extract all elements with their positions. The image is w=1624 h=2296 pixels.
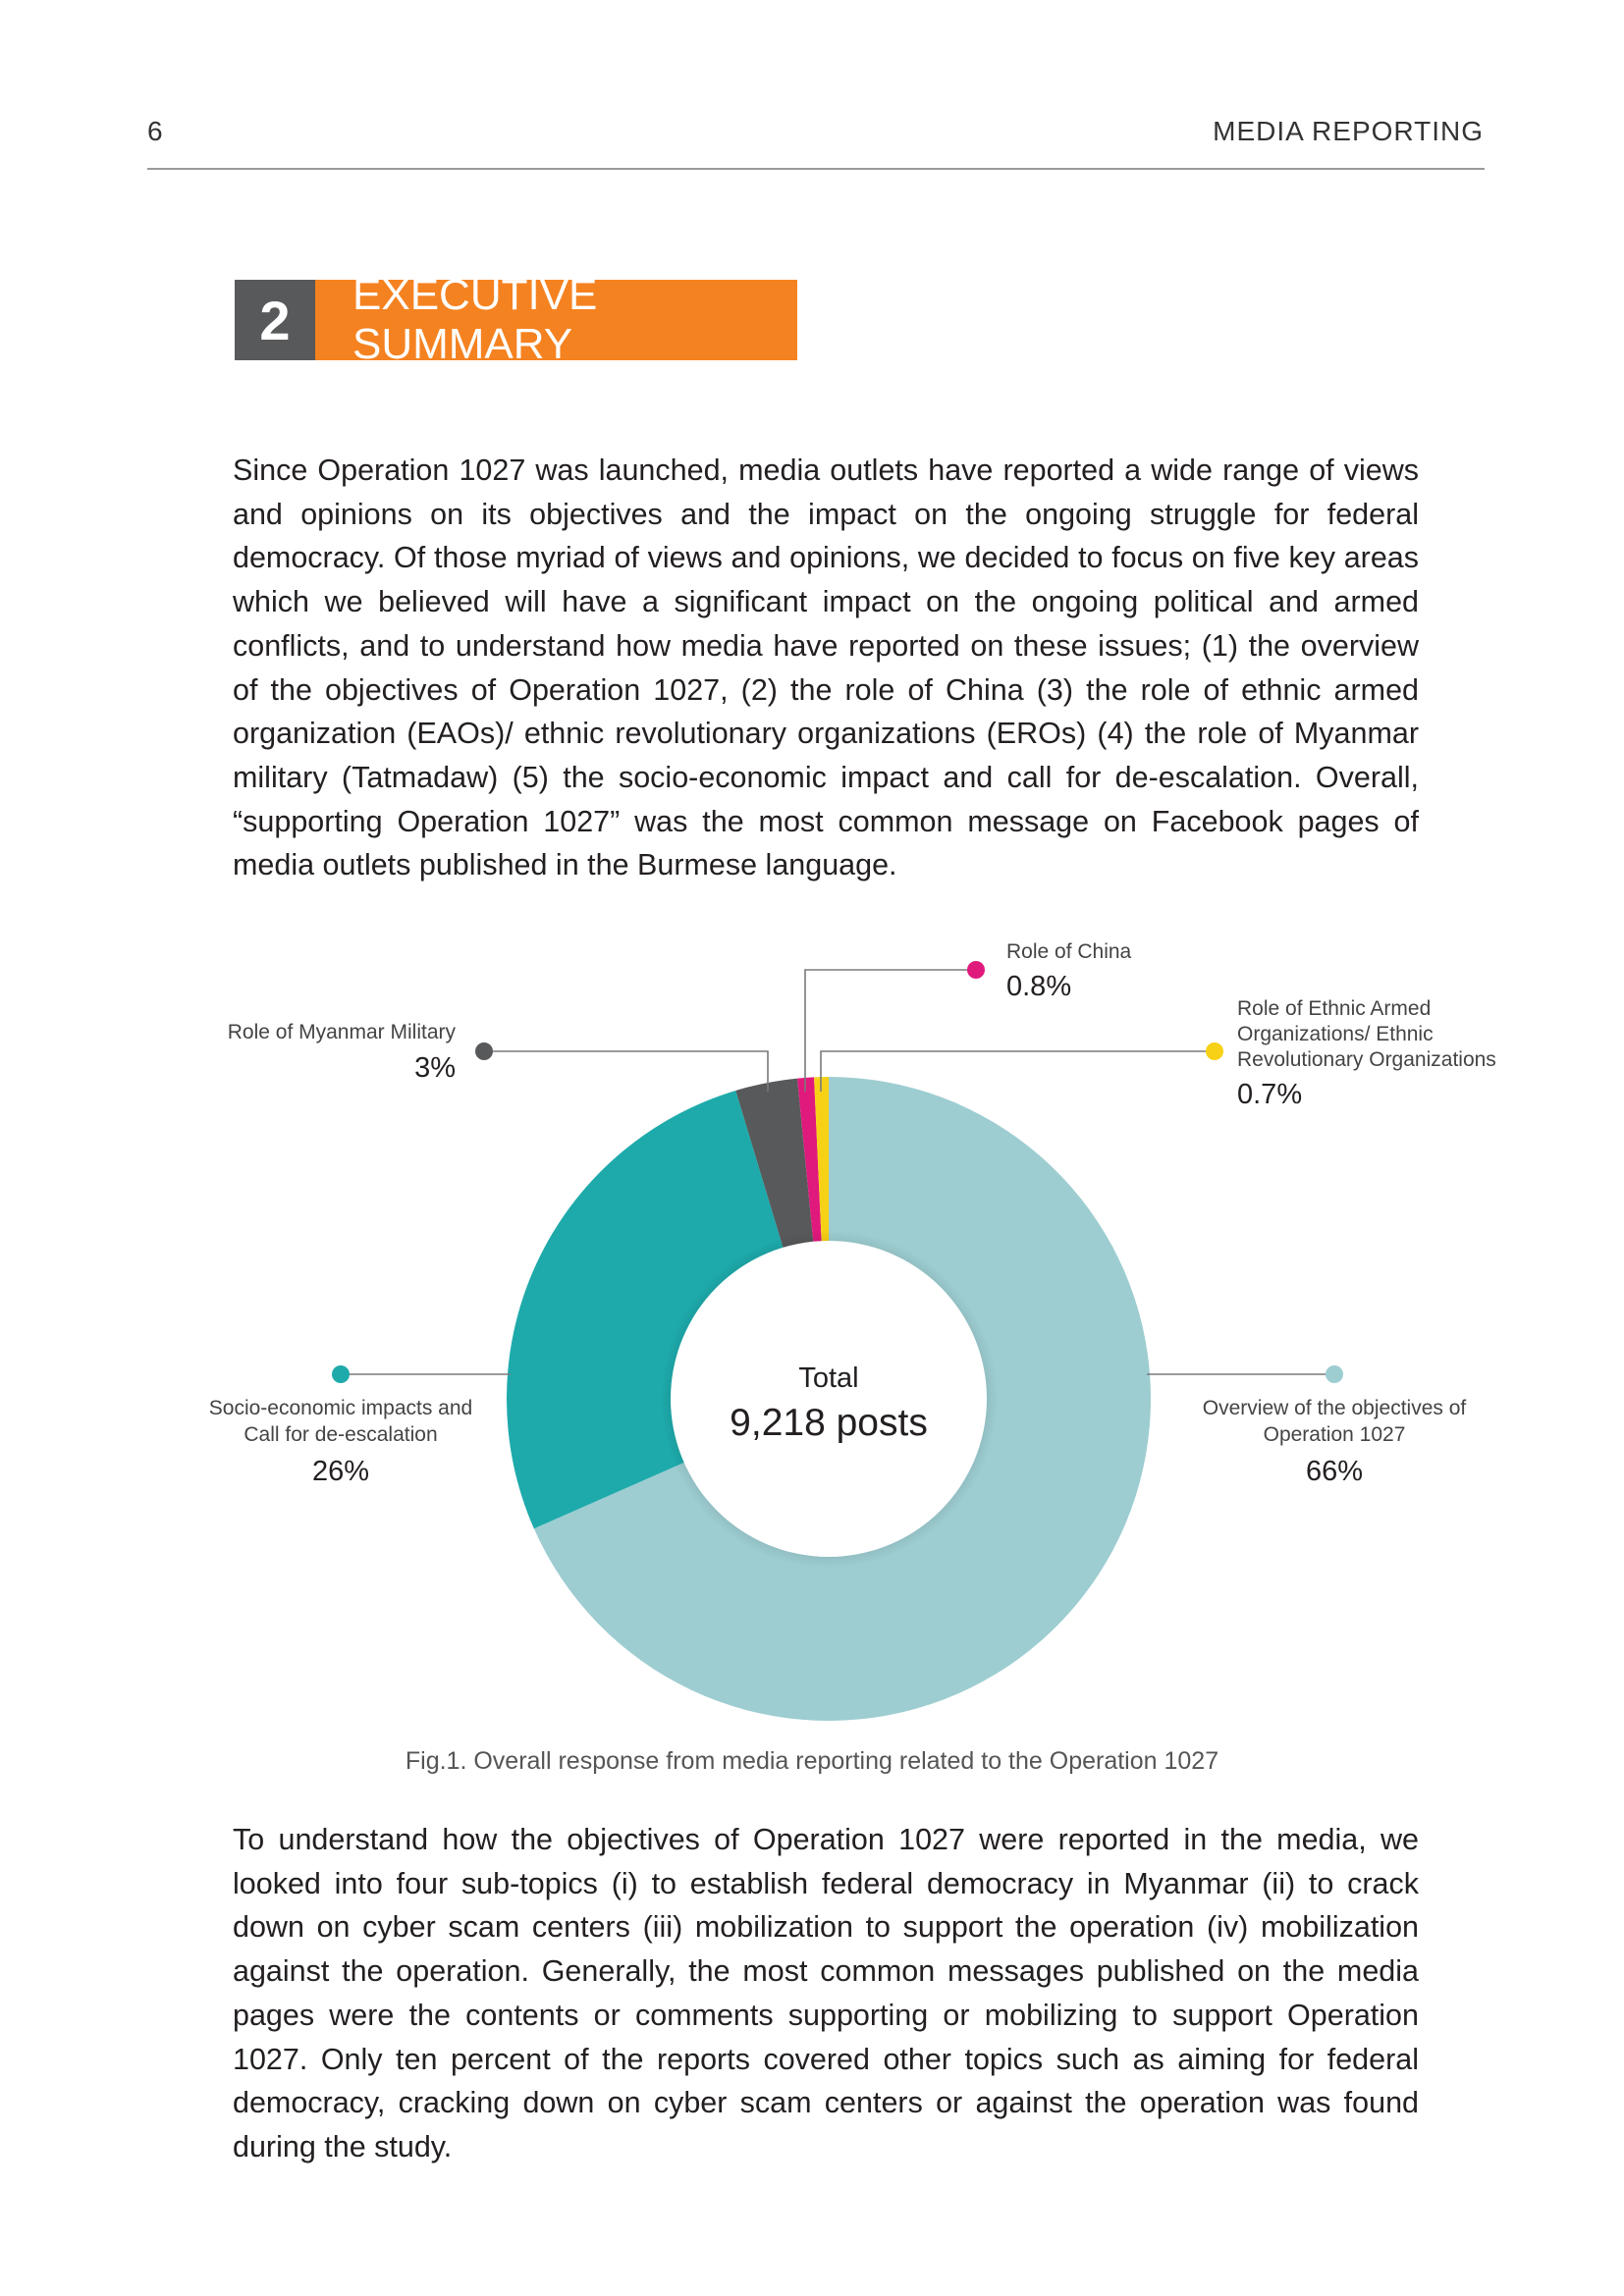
header-divider	[147, 168, 1485, 170]
legend-eao-name-line3: Revolutionary Organizations	[1237, 1048, 1496, 1071]
legend-china-value: 0.8%	[1006, 971, 1072, 1002]
section-banner	[235, 271, 797, 368]
figure-caption: Fig.1. Overall response from media reporting related to the Operation 1027	[405, 1747, 1219, 1775]
marker-socio	[332, 1365, 350, 1383]
legend-socio-name-line1: Socio-economic impacts and	[208, 1397, 473, 1419]
legend-eao-name-line1: Role of Ethnic Armed	[1237, 997, 1432, 1020]
legend-overview-name-line1: Overview of the objectives of	[1202, 1397, 1467, 1419]
running-header: MEDIA REPORTING	[1213, 116, 1484, 146]
page-number: 6	[147, 116, 163, 146]
legend-china-name: Role of China	[1006, 940, 1132, 963]
legend-eao-value: 0.7%	[1237, 1079, 1303, 1110]
donut-chart	[0, 913, 1624, 1737]
leader-line-china	[805, 970, 975, 1092]
legend-military-name: Role of Myanmar Military	[227, 1021, 456, 1043]
legend-socio-value: 26%	[311, 1456, 370, 1487]
center-label: Total	[798, 1362, 859, 1394]
marker-overview	[1326, 1365, 1343, 1383]
donut-hole	[671, 1241, 987, 1557]
leader-line-military	[485, 1051, 768, 1092]
legend-eao-name-line2: Organizations/ Ethnic	[1237, 1023, 1434, 1045]
objectives-paragraph: To understand how the objectives of Operation 1027 were reported in the media, we looked into four sub-topics (i) to establish federal democracy in Myanmar (ii) to crack down on cyber scam centers (iii) mobilization to support the operation (iv) mobilization against the operation. Generally, the most common messages published on the media pages were the contents or comments supporting or mobilizing to support Operation 1027. Only ten percent of the reports covered other topics such as aiming for federal democracy, cracking down on cyber scam centers or against the operation was found during the study.	[233, 1823, 1419, 2163]
intro-paragraph: Since Operation 1027 was launched, media outlets have reported a wide range of views and opinions on its objectives and the impact on the ongoing struggle for federal democracy. Of those myriad of views and opinions, we decided to focus on five key areas which we believed will have a significant impact on the ongoing political and armed conflicts, and to understand how media have reported on these issues; (1) the overview of the objectives of Operation 1027, (2) the role of China (3) the role of ethnic armed organization (EAOs)/ ethnic revolutionary organizations (EROs) (4) the role of Myanmar military (Tatmadaw) (5) the socio-economic impact and call for de-escalation. Overall, “supporting Operation 1027” was the most common message on Facebook pages of media outlets published in the Burmese language.	[233, 454, 1419, 882]
center-value: 9,218 posts	[730, 1402, 928, 1444]
marker-china	[967, 961, 985, 979]
marker-eao	[1206, 1042, 1223, 1060]
legend-socio-name-line2: Call for de-escalation	[244, 1423, 438, 1446]
marker-military	[475, 1042, 493, 1060]
legend-overview-name-line2: Operation 1027	[1263, 1423, 1406, 1446]
legend-overview-value: 66%	[1305, 1456, 1364, 1487]
legend-military-value: 3%	[414, 1052, 456, 1084]
section-title: EXECUTIVE SUMMARY	[315, 280, 797, 360]
section-number: 2	[235, 280, 315, 360]
